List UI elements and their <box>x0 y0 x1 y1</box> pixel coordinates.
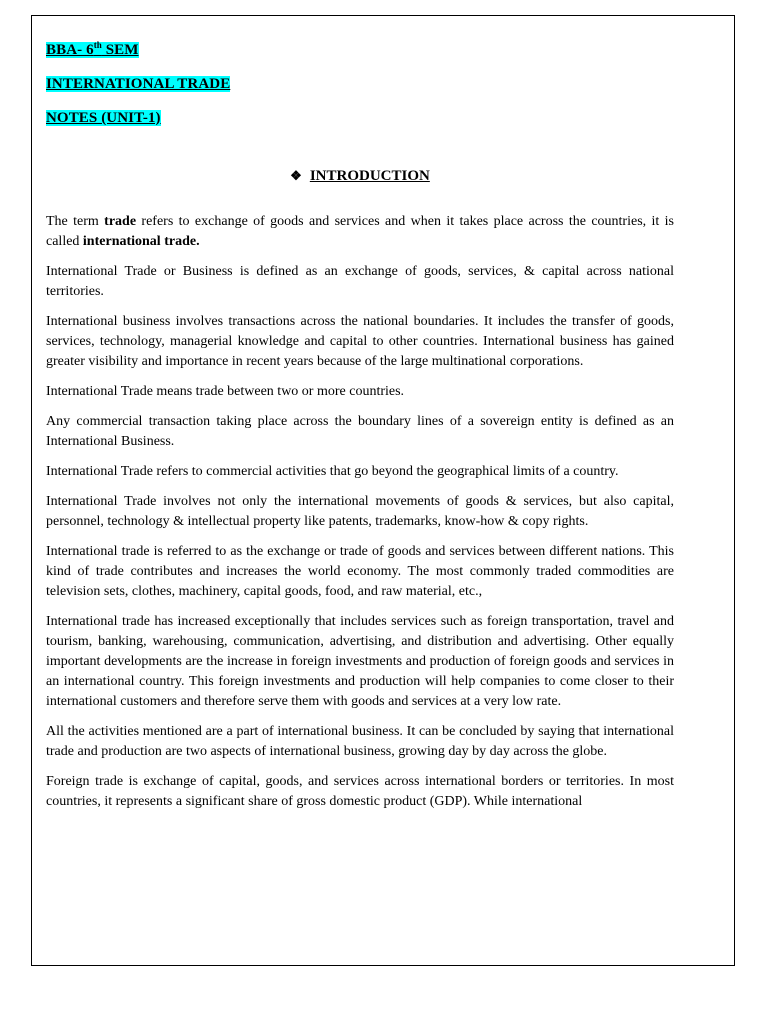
paragraph-2: International Trade or Business is defined as an exchange of goods, services, & capital across national territories. <box>46 264 674 299</box>
diamond-bullet-icon: ❖ <box>290 168 302 183</box>
paragraph-3: International business involves transactions across the national boundaries. It includes the transfer of goods, services, technology, managerial knowledge and capital to other countries. International business has gained greater visibility and importance in recent years because of the large multinational corporations. <box>46 314 674 369</box>
notes-label: NOTES (UNIT-1) <box>46 110 161 126</box>
course-heading <box>46 40 674 60</box>
paragraph-4: International Trade means trade between two or more countries. <box>46 384 405 399</box>
paragraph-5: Any commercial transaction taking place across the boundary lines of a sovereign entity is defined as an International Business. <box>46 414 674 449</box>
paragraph-11: Foreign trade is exchange of capital, goods, and services across international borders or territories. In most countries, it represents a significant share of gross domestic product (GDP). While international <box>46 774 674 809</box>
paragraph-10: All the activities mentioned are a part of international business. It can be concluded by saying that international trade and production are two aspects of international business, growing day by day across the globe. <box>46 724 674 759</box>
section-heading <box>46 166 674 186</box>
paragraph-8: International trade is referred to as the exchange or trade of goods and services between different nations. This kind of trade contributes and increases the world economy. The most commonly traded commodities are television sets, clothes, machinery, capital goods, food, and raw material, etc., <box>46 544 674 599</box>
subject-label: INTERNATIONAL TRADE <box>46 76 231 92</box>
paragraph-9: International trade has increased exceptionally that includes services such as foreign transportation, travel and tourism, banking, warehousing, communication, advertising, and distribution and advertising. Other equally important developments are the increase in foreign investments and production of foreign goods and services in an international country. This foreign investments and production will help companies to come closer to their international customers and therefore serve them with goods and services at a very low rate. <box>46 614 674 709</box>
paragraph-1: The term trade refers to exchange of goods and services and when it takes place across the countries, it is called international trade. <box>46 214 674 249</box>
section-title: INTRODUCTION <box>309 168 430 184</box>
course-label: BBA- 6th SEM <box>46 40 139 58</box>
notes-heading <box>46 108 674 128</box>
subject-heading <box>46 74 674 94</box>
paragraph-7: International Trade involves not only the international movements of goods & services, but also capital, personnel, technology & intellectual property like patents, trademarks, know-how & copy rights. <box>46 494 674 529</box>
paragraph-6: International Trade refers to commercial activities that go beyond the geographical limits of a country. <box>46 464 619 479</box>
document-body <box>46 40 674 822</box>
